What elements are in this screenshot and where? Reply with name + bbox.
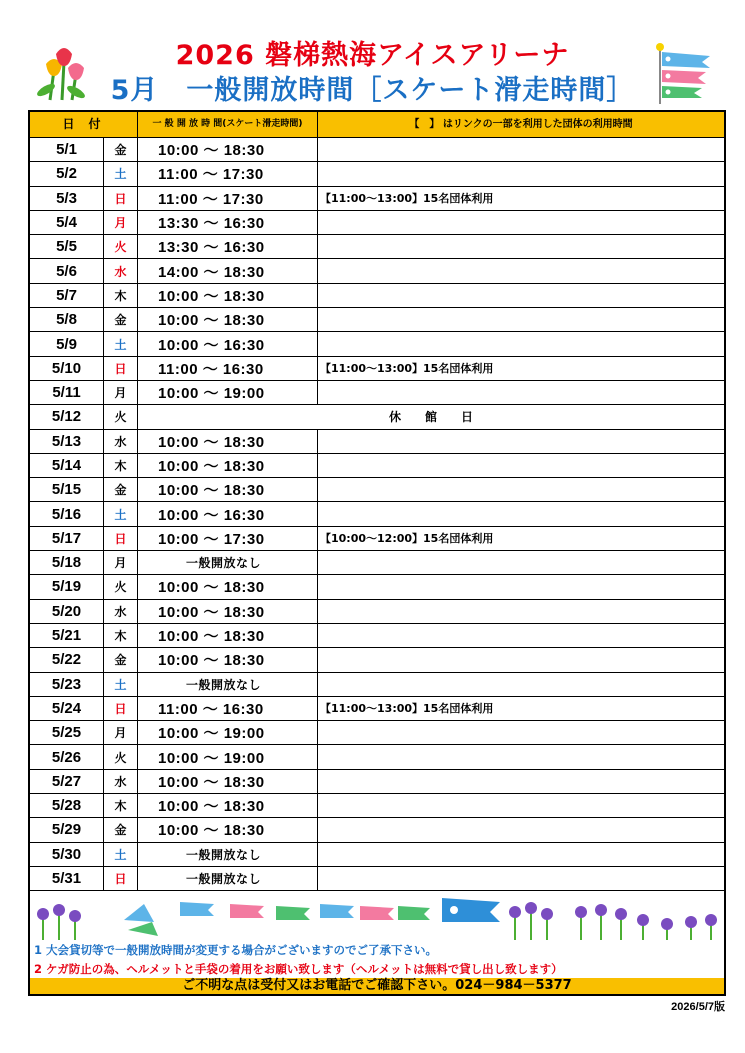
date-cell: 5/13 — [30, 430, 104, 453]
weekday-cell: 土 — [104, 673, 138, 696]
date-cell: 5/22 — [30, 648, 104, 671]
note-cell — [318, 235, 724, 258]
date-cell: 5/11 — [30, 381, 104, 404]
table-row — [30, 527, 724, 551]
time-cell: 10:00 ～ 19:00 — [138, 745, 318, 768]
note-cell — [318, 502, 724, 525]
time-cell: 10:00 ～ 18:30 — [138, 624, 318, 647]
date-cell: 5/4 — [30, 211, 104, 234]
table-row — [30, 648, 724, 672]
note-cell: 【11:00～13:00】15名団体利用 — [320, 192, 494, 206]
weekday-cell: 土 — [104, 502, 138, 525]
time-cell: 10:00 ～ 18:30 — [138, 284, 318, 307]
time-cell: 11:00 ～ 16:30 — [138, 697, 318, 720]
time-cell: 一般開放なし — [138, 843, 318, 866]
time-cell: 13:30 ～ 16:30 — [138, 235, 318, 258]
time-cell: 10:00 ～ 18:30 — [138, 454, 318, 477]
time-cell: 10:00 ～ 18:30 — [138, 600, 318, 623]
weekday-cell: 金 — [104, 308, 138, 331]
table-row — [30, 697, 724, 721]
table-row — [30, 235, 724, 259]
note-cell — [318, 259, 724, 282]
header-date: 日付 — [30, 112, 138, 137]
time-cell: 10:00 ～ 18:30 — [138, 648, 318, 671]
weekday-cell: 月 — [104, 211, 138, 234]
time-cell: 10:00 ～ 17:30 — [138, 527, 318, 550]
date-cell: 5/15 — [30, 478, 104, 501]
time-cell: 一般開放なし — [138, 673, 318, 696]
date-cell: 5/25 — [30, 721, 104, 744]
table-row — [30, 138, 724, 162]
time-cell: 13:30 ～ 16:30 — [138, 211, 318, 234]
date-cell: 5/18 — [30, 551, 104, 574]
table-header — [30, 112, 724, 138]
table-row — [30, 818, 724, 842]
date-cell: 5/9 — [30, 332, 104, 355]
version-label: 2026/5/7版 — [671, 1001, 725, 1013]
iris-and-carp-decoration-icon — [30, 892, 724, 942]
weekday-cell: 水 — [104, 770, 138, 793]
time-cell: 10:00 ～ 18:30 — [138, 770, 318, 793]
date-cell: 5/30 — [30, 843, 104, 866]
note-cell — [318, 843, 724, 866]
weekday-cell: 土 — [104, 332, 138, 355]
date-cell: 5/14 — [30, 454, 104, 477]
table-row — [30, 867, 724, 891]
date-cell: 5/1 — [30, 138, 104, 161]
table-row — [30, 381, 724, 405]
weekday-cell: 木 — [104, 794, 138, 817]
note-cell — [318, 794, 724, 817]
note-cell — [318, 673, 724, 696]
note-cell — [318, 162, 724, 185]
table-row — [30, 794, 724, 818]
date-cell: 5/6 — [30, 259, 104, 282]
note-cell — [318, 430, 724, 453]
note-cell: 【11:00～13:00】15名団体利用 — [320, 702, 494, 716]
time-cell: 10:00 ～ 18:30 — [138, 308, 318, 331]
time-cell: 11:00 ～ 16:30 — [138, 357, 318, 380]
time-cell: 10:00 ～ 18:30 — [138, 818, 318, 841]
note-1: 1 大会貸切等で一般開放時間が変更する場合がございますのでご了承下さい。 — [34, 943, 438, 957]
table-row — [30, 745, 724, 769]
date-cell: 5/10 — [30, 357, 104, 380]
weekday-cell: 火 — [104, 235, 138, 258]
weekday-cell: 日 — [104, 527, 138, 550]
note-cell — [318, 211, 724, 234]
date-cell: 5/31 — [30, 867, 104, 890]
header-note: 【 】 はリンクの一部を利用した団体の利用時間 — [409, 119, 633, 130]
weekday-cell: 水 — [104, 600, 138, 623]
footer — [30, 892, 724, 994]
table-row — [30, 259, 724, 283]
weekday-cell: 土 — [104, 843, 138, 866]
note-cell — [318, 381, 724, 404]
table-row — [30, 770, 724, 794]
date-cell: 5/7 — [30, 284, 104, 307]
date-cell: 5/28 — [30, 794, 104, 817]
table-row — [30, 187, 724, 211]
note-cell — [318, 648, 724, 671]
table-row — [30, 575, 724, 599]
weekday-cell: 金 — [104, 138, 138, 161]
time-cell: 一般開放なし — [138, 867, 318, 890]
weekday-cell: 木 — [104, 454, 138, 477]
date-cell: 5/21 — [30, 624, 104, 647]
weekday-cell: 日 — [104, 357, 138, 380]
header-time: 一 般 開 放 時 間(スケート滑走時間) — [138, 112, 318, 137]
time-cell: 10:00 ～ 18:30 — [138, 430, 318, 453]
date-cell: 5/8 — [30, 308, 104, 331]
table-row — [30, 211, 724, 235]
schedule-table — [28, 110, 726, 996]
table-row — [30, 843, 724, 867]
table-row — [30, 454, 724, 478]
note-cell — [318, 284, 724, 307]
date-cell: 5/27 — [30, 770, 104, 793]
table-row — [30, 308, 724, 332]
time-cell: 10:00 ～ 16:30 — [138, 502, 318, 525]
note-2: 2 ケガ防止の為、ヘルメットと手袋の着用をお願い致します（ヘルメットは無料で貸し出し致します） — [34, 962, 563, 976]
note-cell — [318, 551, 724, 574]
table-row — [30, 551, 724, 575]
date-cell: 5/12 — [30, 405, 104, 428]
date-cell: 5/24 — [30, 697, 104, 720]
date-cell: 5/23 — [30, 673, 104, 696]
weekday-cell: 木 — [104, 624, 138, 647]
date-cell: 5/29 — [30, 818, 104, 841]
weekday-cell: 月 — [104, 721, 138, 744]
weekday-cell: 月 — [104, 381, 138, 404]
date-cell: 5/5 — [30, 235, 104, 258]
date-cell: 5/20 — [30, 600, 104, 623]
weekday-cell: 土 — [104, 162, 138, 185]
note-cell — [318, 332, 724, 355]
table-row — [30, 332, 724, 356]
note-cell: 【11:00～13:00】15名団体利用 — [320, 362, 494, 376]
note-cell: 【10:00～12:00】15名団体利用 — [320, 532, 494, 546]
weekday-cell: 日 — [104, 697, 138, 720]
time-cell: 10:00 ～ 18:30 — [138, 575, 318, 598]
date-cell: 5/19 — [30, 575, 104, 598]
time-cell: 10:00 ～ 19:00 — [138, 381, 318, 404]
date-cell: 5/2 — [30, 162, 104, 185]
table-row — [30, 502, 724, 526]
table-row — [30, 478, 724, 502]
note-cell — [318, 818, 724, 841]
date-cell: 5/3 — [30, 187, 104, 210]
title-line-2: 5月 一般開放時間［スケート滑走時間］ — [110, 75, 635, 106]
closed-cell: 休館日 — [388, 410, 497, 425]
weekday-cell: 金 — [104, 818, 138, 841]
carp-streamer-icon — [652, 42, 714, 106]
time-cell: 11:00 ～ 17:30 — [138, 162, 318, 185]
note-cell — [318, 745, 724, 768]
table-row — [30, 600, 724, 624]
date-cell: 5/16 — [30, 502, 104, 525]
time-cell: 11:00 ～ 17:30 — [138, 187, 318, 210]
table-row — [30, 162, 724, 186]
weekday-cell: 火 — [104, 745, 138, 768]
time-cell: 一般開放なし — [138, 551, 318, 574]
time-cell: 10:00 ～ 16:30 — [138, 332, 318, 355]
time-cell: 10:00 ～ 18:30 — [138, 794, 318, 817]
note-cell — [318, 575, 724, 598]
table-body — [30, 138, 724, 891]
weekday-cell: 木 — [104, 284, 138, 307]
date-cell: 5/26 — [30, 745, 104, 768]
table-row — [30, 430, 724, 454]
note-cell — [318, 478, 724, 501]
table-row — [30, 673, 724, 697]
weekday-cell: 金 — [104, 648, 138, 671]
contact-info: ご不明な点は受付又はお電話でご確認下さい。024－984－5377 — [30, 978, 724, 994]
table-row — [30, 624, 724, 648]
note-cell — [318, 721, 724, 744]
weekday-cell: 火 — [104, 575, 138, 598]
note-cell — [318, 624, 724, 647]
time-cell: 10:00 ～ 18:30 — [138, 138, 318, 161]
time-cell: 10:00 ～ 19:00 — [138, 721, 318, 744]
weekday-cell: 月 — [104, 551, 138, 574]
note-cell — [318, 454, 724, 477]
weekday-cell: 日 — [104, 187, 138, 210]
note-cell — [318, 138, 724, 161]
weekday-cell: 水 — [104, 430, 138, 453]
weekday-cell: 金 — [104, 478, 138, 501]
table-row — [30, 357, 724, 381]
weekday-cell: 日 — [104, 867, 138, 890]
time-cell: 10:00 ～ 18:30 — [138, 478, 318, 501]
table-row — [30, 284, 724, 308]
tulip-icon — [32, 40, 88, 102]
table-row — [30, 721, 724, 745]
weekday-cell: 火 — [104, 405, 138, 428]
note-cell — [318, 867, 724, 890]
note-cell — [318, 600, 724, 623]
note-cell — [318, 770, 724, 793]
weekday-cell: 水 — [104, 259, 138, 282]
title-line-1: 2026 磐梯熱海アイスアリーナ — [175, 40, 570, 71]
table-row — [30, 405, 724, 429]
time-cell: 14:00 ～ 18:30 — [138, 259, 318, 282]
date-cell: 5/17 — [30, 527, 104, 550]
note-cell — [318, 308, 724, 331]
